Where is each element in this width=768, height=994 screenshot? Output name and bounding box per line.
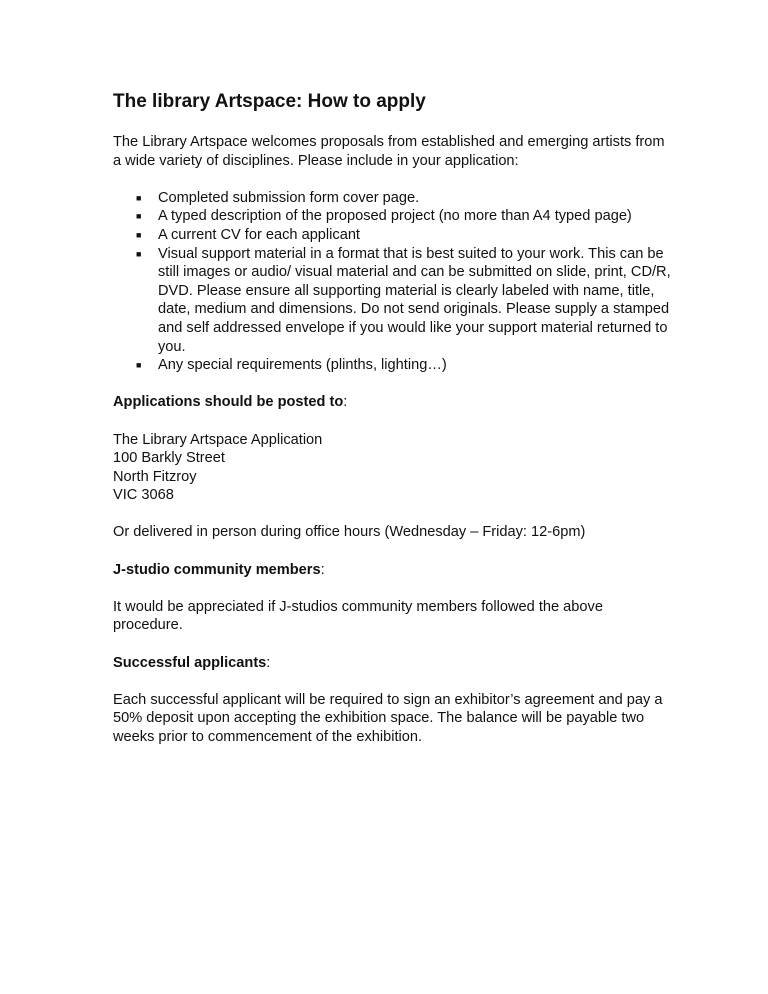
bullet-icon: ■ (136, 248, 142, 259)
community-heading-text: J-studio community members (113, 561, 321, 578)
successful-heading-colon: : (266, 654, 271, 671)
address-line: 100 Barkly Street (113, 450, 225, 467)
list-item (113, 189, 673, 208)
delivery-note: Or delivered in person during office hours (Wednesday – Friday: 12-6pm) (113, 524, 586, 541)
list-item-text: Visual support material in a format that is best suited to your work. This can be still images or audio/ visual material and can be submitted on slide, print, CD/R, DVD. Please ensure all supporting material is clearly labeled with name, title, date, medium and dimensions. Do not send originals. Please supply a stamped and self addressed envelope if you would like your support material returned to you. (158, 245, 671, 355)
bullet-icon: ■ (136, 229, 142, 240)
address-line: North Fitzroy (113, 468, 197, 485)
address-line: The Library Artspace Application (113, 431, 323, 448)
requirements-list (113, 189, 673, 375)
list-item-text: Completed submission form cover page. (158, 189, 420, 206)
list-item (113, 356, 673, 375)
posting-heading-text: Applications should be posted to (113, 394, 344, 411)
intro-paragraph: The Library Artspace welcomes proposals from established and emerging artists from a wide variety of disciplines. Please include in your application: (113, 134, 665, 169)
bullet-icon: ■ (136, 360, 142, 371)
successful-paragraph: Each successful applicant will be required to sign an exhibitor’s agreement and pay a 50% deposit upon accepting the exhibition space. The balance will be payable two weeks prior to commencement of the exhibition. (113, 691, 663, 745)
community-paragraph: It would be appreciated if J-studios community members followed the above procedure. (113, 598, 603, 634)
list-item (113, 245, 673, 357)
list-item-text: A typed description of the proposed project (no more than A4 typed page) (158, 208, 632, 225)
list-item (113, 207, 673, 226)
address-line: VIC 3068 (113, 487, 174, 504)
list-item (113, 226, 673, 245)
bullet-icon: ■ (136, 211, 142, 222)
community-heading-colon: : (320, 561, 325, 578)
community-heading (113, 561, 673, 580)
posting-heading-colon: : (343, 394, 348, 411)
posting-heading (113, 393, 673, 412)
list-item-text: Any special requirements (plinths, lighting…) (158, 357, 447, 374)
postal-address (113, 431, 673, 505)
page-title: The library Artspace: How to apply (113, 91, 426, 112)
list-item-text: A current CV for each applicant (158, 226, 360, 243)
successful-heading (113, 654, 673, 673)
successful-heading-text: Successful applicants (113, 654, 267, 671)
document-page (113, 90, 673, 765)
bullet-icon: ■ (136, 192, 142, 203)
